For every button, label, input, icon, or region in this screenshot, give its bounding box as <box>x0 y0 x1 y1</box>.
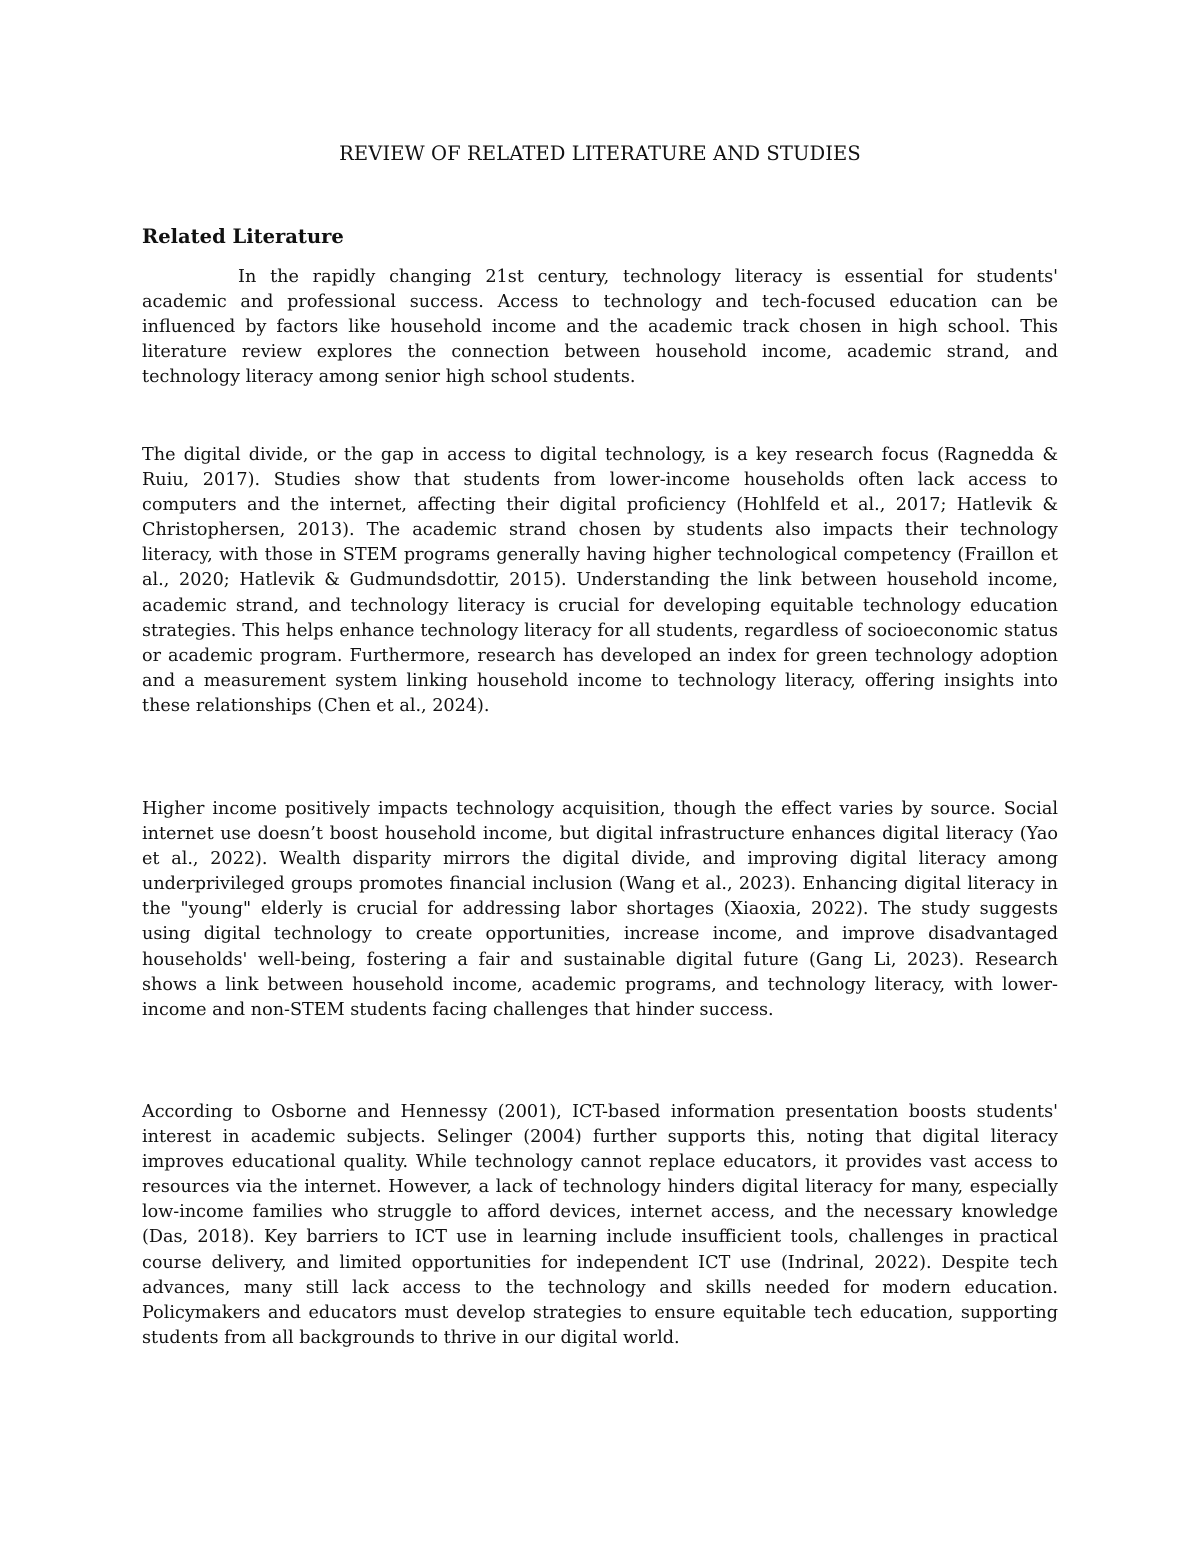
paragraph-digital-divide: The digital divide, or the gap in access to digital technology, is a key research focus (Ragnedda & Ruiu, 2017). Studies show that students from lower-income households often lack access to computers and the internet, affecting their digital proficiency (Hohlfeld et al., 2017; Hatlevik & Christophersen, 2013). The academic strand chosen by students also impacts their technology literacy, with those in STEM programs generally having higher technological competency (Fraillon et al., 2020; Hatlevik & Gudmundsdottir, 2015). Understanding the link between household income, academic strand, and technology literacy is crucial for developing equitable technology education strategies. This helps enhance technology literacy for all students, regardless of socioeconomic status or academic program. Furthermore, research has developed an index for green technology adoption and a measurement system linking household income to technology literacy, offering insights into these relationships (Chen et al., 2024). <box>142 445 1058 716</box>
paragraph-ict-barriers: According to Osborne and Hennessy (2001), ICT-based information presentation boosts students' interest in academic subjects. Selinger (2004) further supports this, noting that digital literacy improves educational quality. While technology cannot replace educators, it provides vast access to resources via the internet. However, a lack of technology hinders digital literacy for many, especially low-income families who struggle to afford devices, internet access, and the necessary knowledge (Das, 2018). Key barriers to ICT use in learning include insufficient tools, challenges in practical course delivery, and limited opportunities for independent ICT use (Indrinal, 2022). Despite tech advances, many still lack access to the technology and skills needed for modern education. Policymakers and educators must develop strategies to ensure equitable tech education, supporting students from all backgrounds to thrive in our digital world. <box>142 1102 1058 1348</box>
paragraph-income-impact: Higher income positively impacts technology acquisition, though the effect varies by source. Social internet use doesn’t boost household income, but digital infrastructure enhances digital literacy (Yao et al., 2022). Wealth disparity mirrors the digital divide, and improving digital literacy among underprivileged groups promotes financial inclusion (Wang et al., 2023). Enhancing digital literacy in the "young" elderly is crucial for addressing labor shortages (Xiaoxia, 2022). The study suggests using digital technology to create opportunities, increase income, and improve disadvantaged households' well-being, fostering a fair and sustainable digital future (Gang Li, 2023). Research shows a link between household income, academic programs, and technology literacy, with lower-income and non-STEM students facing challenges that hinder success. <box>142 799 1058 1020</box>
document-title: REVIEW OF RELATED LITERATURE AND STUDIES <box>339 142 861 165</box>
paragraph-introduction: In the rapidly changing 21st century, technology literacy is essential for students' academic and professional success. Access to technology and tech-focused education can be influenced by factors like household income and the academic track chosen in high school. This literature review explores the connection between household income, academic strand, and technology literacy among senior high school students. <box>142 267 1058 388</box>
section-heading-related-literature: Related Literature <box>142 225 344 248</box>
